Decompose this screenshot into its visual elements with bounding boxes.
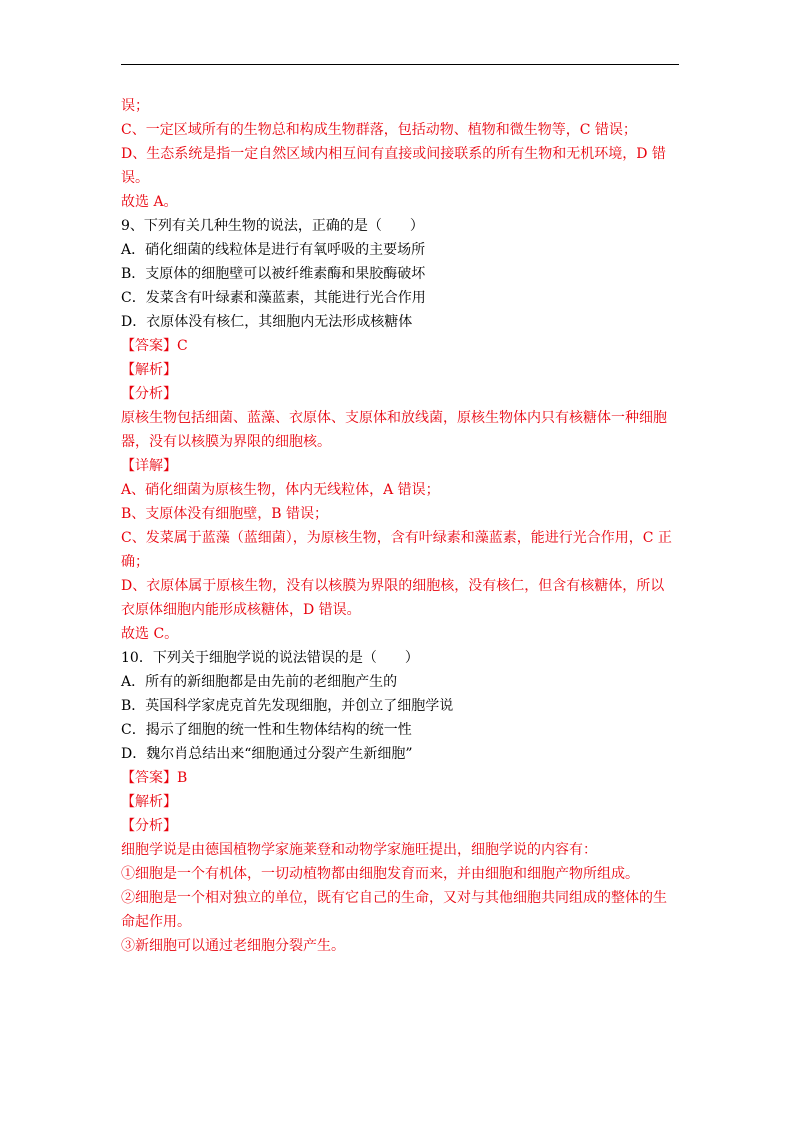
text-line: C、发菜属于蓝藻（蓝细菌），为原核生物，含有叶绿素和藻蓝素，能进行光合作用，C 正 (121, 530, 672, 546)
text-line: 原核生物包括细菌、蓝藻、衣原体、支原体和放线菌，原核生物体内只有核糖体一种细胞 (121, 410, 667, 426)
text-line: 【分析】 (121, 818, 177, 834)
text-line: 命起作用。 (121, 914, 191, 930)
text-line: B、支原体没有细胞壁，B 错误； (121, 506, 329, 522)
text-line: ②细胞是一个相对独立的单位，既有它自己的生命，又对与其他细胞共同组成的整体的生 (121, 890, 667, 906)
text-line: 【解析】 (121, 362, 177, 378)
text-line: 故选 A。 (121, 194, 178, 210)
text-line: 器，没有以核膜为界限的细胞核。 (121, 434, 331, 450)
text-line: B．英国科学家虎克首先发现细胞，并创立了细胞学说 (121, 698, 454, 714)
text-line: 【解析】 (121, 794, 177, 810)
text-line: 【答案】B (121, 770, 188, 786)
text-line: 确； (121, 554, 149, 570)
text-line: 衣原体细胞内能形成核糖体，D 错误。 (121, 602, 361, 618)
text-line: D、生态系统是指一定自然区域内相互间有直接或间接联系的所有生物和无机环境，D 错 (121, 146, 666, 162)
text-line: A．硝化细菌的线粒体是进行有氧呼吸的主要场所 (121, 242, 426, 258)
text-line: 故选 C。 (121, 626, 179, 642)
text-line: 【分析】 (121, 386, 177, 402)
text-line: C．发菜含有叶绿素和藻蓝素，其能进行光合作用 (121, 290, 426, 306)
text-line: A、硝化细菌为原核生物，体内无线粒体，A 错误； (121, 482, 440, 498)
text-line: 误。 (121, 170, 149, 186)
text-line: 【答案】C (121, 338, 188, 354)
text-line: C、一定区域所有的生物总和构成生物群落，包括动物、植物和微生物等，C 错误； (121, 122, 637, 138)
text-line: 细胞学说是由德国植物学家施莱登和动物学家施旺提出，细胞学说的内容有： (121, 842, 597, 858)
header-rule (121, 64, 679, 65)
text-line: 【详解】 (121, 458, 177, 474)
text-line: 误； (121, 98, 149, 114)
text-line: B．支原体的细胞壁可以被纤维素酶和果胶酶破坏 (121, 266, 426, 282)
text-line: ①细胞是一个有机体，一切动植物都由细胞发育而来，并由细胞和细胞产物所组成。 (121, 866, 639, 882)
text-line: ③新细胞可以通过老细胞分裂产生。 (121, 938, 345, 954)
text-line: C．揭示了细胞的统一性和生物体结构的统一性 (121, 722, 412, 738)
text-line: 9、下列有关几种生物的说法，正确的是（ ） (121, 218, 424, 234)
text-line: D．衣原体没有核仁，其细胞内无法形成核糖体 (121, 314, 413, 330)
document-body (121, 94, 686, 958)
text-line: D、衣原体属于原核生物，没有以核膜为界限的细胞核，没有核仁，但含有核糖体，所以 (121, 578, 665, 594)
text-line: A．所有的新细胞都是由先前的老细胞产生的 (121, 674, 398, 690)
text-line: D．魏尔肖总结出来“细胞通过分裂产生新细胞” (121, 746, 413, 762)
text-line: 10．下列关于细胞学说的说法错误的是（ ） (121, 650, 419, 666)
